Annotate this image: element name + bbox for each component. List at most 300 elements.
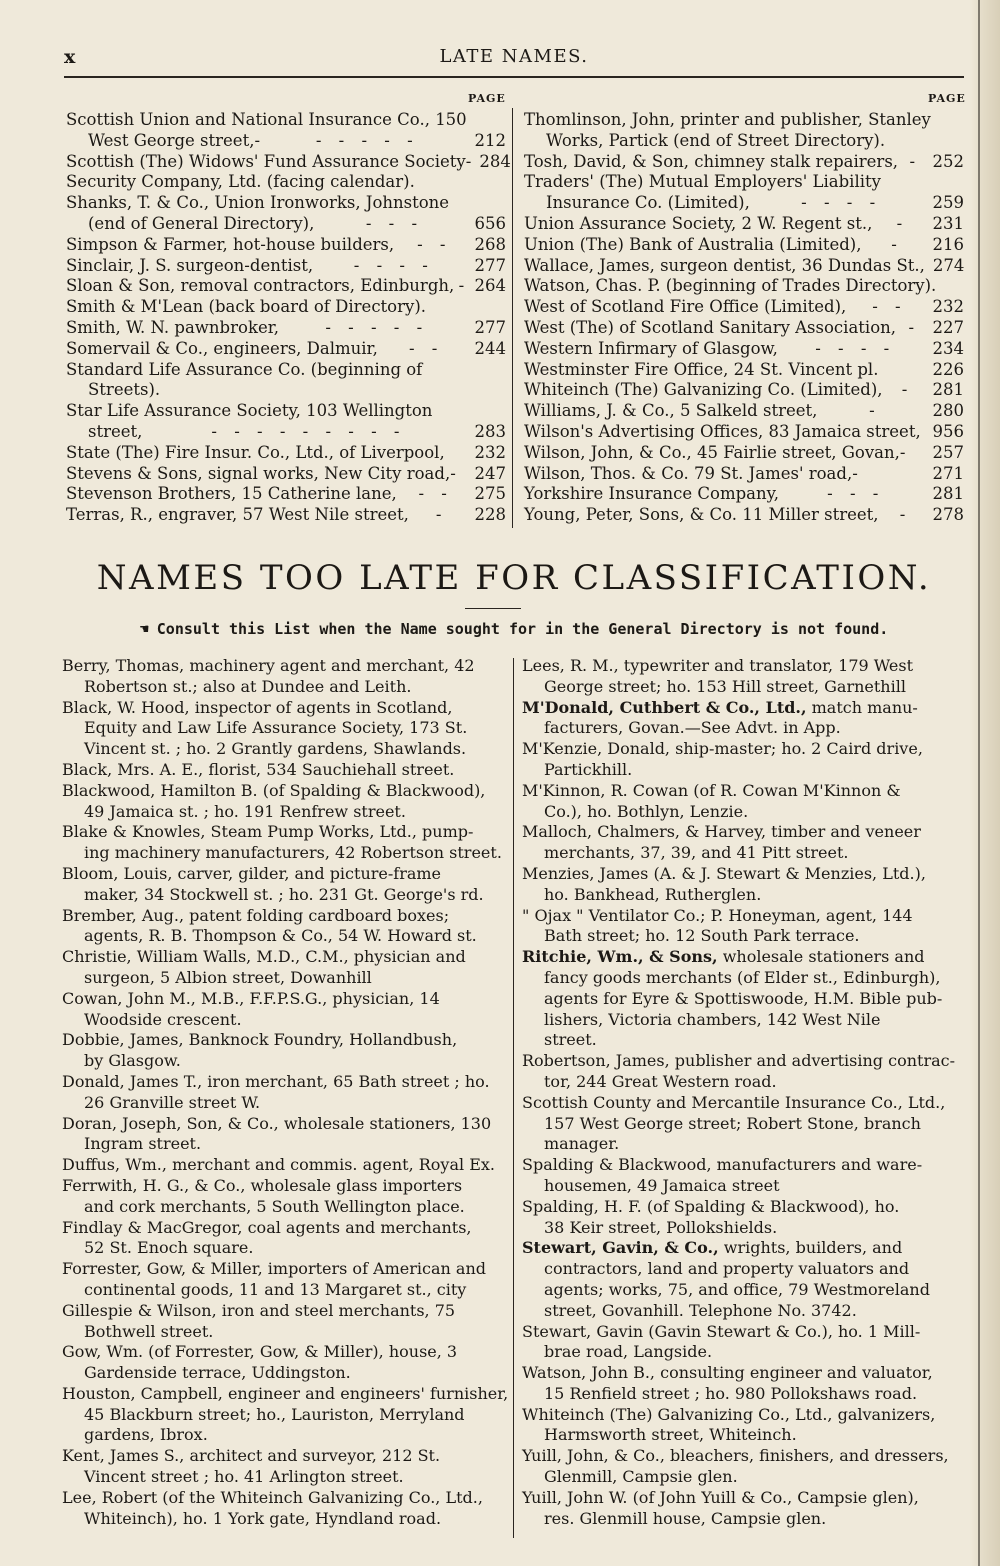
directory-entry [522,1197,964,1239]
index-entry [66,193,506,235]
page-reference: 956 [932,421,964,441]
entry-continuation: agents, R. B. Thompson & Co., 54 W. Howard st. [84,926,477,946]
entry-continuation: Streets). [88,380,161,400]
entry-text: M'Kinnon, R. Cowan (of R. Cowan M'Kinnon & [522,780,901,800]
leader-dots: - - - - [353,255,434,275]
entry-first-line [62,760,502,781]
directory-entry [522,864,964,906]
directory-entry [62,1114,502,1156]
entry-first-line [522,1405,964,1426]
entry-page-line [524,484,964,505]
entry-first-line [62,781,502,802]
entry-text: Scottish County and Mercantile Insurance Co., Ltd., [522,1092,946,1112]
entry-continuation: 38 Keir street, Pollokshields. [544,1217,778,1237]
entry-text: Blake & Knowles, Steam Pump Works, Ltd., pump- [62,822,474,842]
index-entry [66,276,506,297]
index-entry [524,318,964,339]
index-entry [524,484,964,505]
entry-continuation: gardens, Ibrox. [84,1425,208,1445]
entry-first-line [522,1155,964,1176]
directory-entry [522,1446,964,1488]
entry-continuation: res. Glenmill house, Campsie glen. [544,1508,827,1528]
entry-name: Tosh, David, & Son, chimney stalk repairers, [524,151,899,171]
page-column-label-right: PAGE [928,92,966,105]
entry-first-line [62,864,502,885]
entry-first-line [522,864,964,885]
entry-text: Kent, James S., architect and surveyor, 212 St. [62,1446,441,1466]
entry-first-line [522,1238,964,1259]
entry-continuation: 49 Jamaica st. ; ho. 191 Renfrew street. [84,801,406,821]
entry-text: Houston, Campbell, engineer and engineers' furnisher, [62,1383,509,1403]
page-reference: 252 [932,151,964,171]
entry-name: Smith, W. N. pawnbroker, [66,317,280,337]
entry-page-line [66,505,506,526]
entry-text: Watson, Chas. P. (beginning of Trades Directory). [524,276,937,296]
directory-entry [62,1218,502,1260]
directory-entry [522,656,964,698]
entry-name: Wilson, John, & Co., 45 Fairlie street, Govan,- [524,442,906,462]
directory-entry [62,781,502,823]
index-entry [66,505,506,526]
entry-text: Traders' (The) Mutual Employers' Liability [524,172,881,192]
leader-dots: - [899,505,912,525]
page-column-label-left: PAGE [468,92,506,105]
index-entry [66,484,506,505]
entry-firm-name: M'Donald, Cuthbert & Co., Ltd., [522,697,807,717]
entry-text: " Ojax " Ventilator Co.; P. Honeyman, agent, 144 [522,905,913,925]
leader-dots: - [458,276,471,296]
leader-dots: - - [872,297,907,317]
page-reference: 281 [932,484,964,504]
directory-entry [522,1051,964,1093]
entry-text: Lees, R. M., typewriter and translator, 179 West [522,656,914,675]
entry-text: Smith & M'Lean (back board of Directory). [66,297,427,317]
entry-continuation: Robertson st.; also at Dundee and Leith. [84,676,412,696]
entry-continuation: 45 Blackburn street; ho., Lauriston, Merryland [84,1404,465,1424]
entry-text: Lee, Robert (of the Whiteinch Galvanizing Co., Ltd., [62,1487,483,1507]
leader-dots [471,152,479,173]
index-entry [66,151,511,173]
index-entry [524,360,964,381]
leader-dots [905,443,932,464]
entry-name: street, [88,421,143,441]
entry-text: Christie, William Walls, M.D., C.M., physician and [62,947,466,967]
entry-name: Westminster Fire Office, 24 St. Vincent pl. [524,359,879,379]
entry-text: Spalding & Blackwood, manufacturers and ware- [522,1155,923,1175]
leader-dots [456,464,475,485]
entry-page-line [524,360,964,381]
entry-continuation: tor, 244 Great Western road. [544,1071,777,1091]
entry-continuation: contractors, land and property valuators and [544,1259,910,1279]
entry-page-line [524,422,964,443]
page-reference: 264 [474,276,506,296]
entry-continuation: Glenmill, Campsie glen. [544,1467,738,1487]
leader-dots: - [891,234,903,254]
entry-name: Union Assurance Society, 2 W. Regent st., [524,213,873,233]
entry-name: Stevens & Sons, signal works, New City road,- [66,463,456,483]
entry-name: Wallace, James, surgeon dentist, 36 Dundas St., [524,255,925,275]
leader-dots: - - [408,338,444,358]
entry-continuation: Partickhill. [544,759,633,779]
entry-continuation: Co.), ho. Bothlyn, Lenzie. [544,801,749,821]
index-entry [524,214,964,235]
entry-continuation: manager. [544,1134,620,1154]
page-reference: 275 [474,484,506,504]
directory-entry [522,947,964,1051]
entry-page-line [524,443,964,464]
column-divider-top [512,108,513,528]
late-names-right-column [524,110,964,526]
index-entry [524,505,964,526]
entry-text: Donald, James T., iron merchant, 65 Bath street ; ho. [62,1071,490,1091]
index-entry [66,339,506,360]
entry-continuation: facturers, Govan.—See Advt. in App. [544,718,841,738]
entry-first-line [62,906,502,927]
page-reference: 212 [474,130,506,150]
entry-first-line [62,656,502,677]
leader-dots: - - - - [801,193,882,213]
directory-entry [62,947,502,989]
index-entry [524,172,964,214]
entry-continuation: Ingram street. [84,1134,202,1154]
page-reference: 216 [932,234,964,254]
entry-name: Wilson, Thos. & Co. 79 St. James' road,- [524,463,858,483]
entry-name: Sinclair, J. S. surgeon-dentist, [66,255,314,275]
entry-first-line [62,1176,502,1197]
index-entry [524,152,964,173]
leader-dots [858,464,933,485]
entry-text: Cowan, John M., M.B., F.F.P.S.G., physician, 14 [62,988,440,1008]
entry-text: Robertson, James, publisher and advertising contrac- [522,1051,956,1071]
directory-entry [62,989,502,1031]
entry-first-line [62,1218,502,1239]
entry-text: Bloom, Louis, carver, gilder, and picture-frame [62,863,442,883]
entry-text: Shanks, T. & Co., Union Ironworks, Johnstone [66,193,450,213]
directory-entry [522,906,964,948]
entry-page-line [524,235,964,256]
index-entry [66,443,506,464]
index-entry [66,172,506,193]
entry-continuation: agents for Eyre & Spottiswoode, H.M. Bible pub- [544,988,943,1008]
entry-name: State (The) Fire Insur. Co., Ltd., of Liverpool, [66,442,445,462]
entry-text: Stewart, Gavin (Gavin Stewart & Co.), ho. 1 Mill- [522,1321,921,1341]
entry-continuation: Whiteinch), ho. 1 York gate, Hyndland road. [84,1508,442,1528]
entry-page-line [66,151,511,173]
entry-first-line [62,1114,502,1135]
entry-page-line [66,339,506,360]
leader-dots: - [869,401,881,421]
leader-dots [925,256,933,277]
page-reference: 283 [474,421,506,441]
entry-continuation: Bath street; ho. 12 South Park terrace. [544,926,860,946]
leader-dots [921,422,933,443]
page-reference: 277 [474,317,506,337]
directory-entry [522,1363,964,1405]
entry-text: Spalding, H. F. (of Spalding & Blackwood), ho. [522,1196,900,1216]
leader-dots: - [908,317,921,337]
leader-dots: - - - - [815,338,896,358]
page-reference: 259 [932,193,964,213]
page-reference: 274 [932,255,965,275]
entry-page-line [524,401,964,422]
entry-continuation: 157 West George street; Robert Stone, branch [544,1113,921,1133]
directory-entry [62,1301,502,1343]
entry-page-line [66,484,506,505]
entry-page-line [66,131,506,152]
directory-entry [522,1238,964,1321]
entry-first-line [62,1072,502,1093]
entry-name: West George street,- [88,130,261,150]
entry-page-line [66,276,506,297]
page-reference: 228 [474,505,506,525]
entry-name: Sloan & Son, removal contractors, Edinburgh, [66,276,455,296]
page-reference: 278 [932,505,964,525]
entry-continuation: ing machinery manufacturers, 42 Robertson street. [84,843,502,863]
entry-text: Yuill, John, & Co., bleachers, finishers, and dressers, [522,1446,949,1466]
entry-first-line [522,947,964,968]
directory-entry [62,906,502,948]
consult-note [64,620,964,638]
entry-continuation: Harmsworth street, Whiteinch. [544,1425,797,1445]
entry-first-line [62,698,502,719]
entry-first-line [522,656,964,677]
leader-dots: - [896,213,909,233]
page-reference: 234 [932,338,964,358]
entry-first-line [522,1322,964,1343]
entry-text: Doran, Joseph, Son, & Co., wholesale stationers, 130 [62,1113,492,1133]
section-title: NAMES TOO LATE FOR CLASSIFICATION. [96,558,932,598]
running-header [64,46,964,70]
entry-continuation: street, Govanhill. Telephone No. 3742. [544,1300,857,1320]
entry-continuation: by Glasgow. [84,1051,181,1071]
entry-name: (end of General Directory), [88,213,315,233]
entry-continuation: fancy goods merchants (of Elder st., Edinburgh), [544,967,941,987]
leader-dots: - - - [827,484,885,504]
entry-name: Yorkshire Insurance Company, [524,484,779,504]
directory-entry [522,698,964,740]
directory-entry [62,1176,502,1218]
page-gutter [970,0,1000,1566]
page-reference: 277 [474,255,506,275]
entry-name: Stevenson Brothers, 15 Catherine lane, [66,484,397,504]
entry-firm-name: Ritchie, Wm., & Sons, [522,947,718,967]
entry-first-line [522,1197,964,1218]
entry-text: Yuill, John W. (of John Yuill & Co., Campsie glen), [522,1487,919,1507]
index-entry [524,422,964,443]
entry-name: Terras, R., engraver, 57 West Nile street, [66,505,409,525]
entry-continuation: Vincent st. ; ho. 2 Grantly gardens, Shawlands. [84,739,467,759]
entry-first-line [62,1383,509,1405]
entry-name: Wilson's Advertising Offices, 83 Jamaica street, [524,421,921,441]
directory-entry [62,698,502,760]
index-entry [524,276,964,297]
entry-text: Gow, Wm. (of Forrester, Gow, & Miller), house, 3 [62,1342,458,1362]
entry-page-line [66,443,506,464]
column-divider-bottom [513,658,514,1538]
entry-text: Scottish Union and National Insurance Co., 150 [66,110,467,129]
header-rule [64,76,964,78]
entry-page-line [524,214,964,235]
page-reference: 227 [932,317,964,337]
entry-name: Insurance Co. (Limited), [546,193,750,213]
entry-page-line [66,464,506,485]
entry-page-line [524,380,964,401]
entry-page-line [66,214,506,235]
directory-entry [522,822,964,864]
index-entry [524,401,964,422]
index-entry [524,256,964,277]
entry-first-line [62,1446,502,1467]
page-reference: 281 [932,380,964,400]
entry-name: Young, Peter, Sons, & Co. 11 Miller street, [524,505,879,525]
entry-text: match manu- [806,697,918,717]
entry-first-line [522,781,964,802]
directory-entry [62,1030,502,1072]
entry-name: Somervail & Co., engineers, Dalmuir, [66,338,378,358]
leader-dots: - - [417,234,452,254]
leader-dots [445,443,475,464]
entry-name: Whiteinch (The) Galvanizing Co. (Limited), [524,380,883,400]
entry-page-line [524,464,964,485]
directory-entry [62,1072,502,1114]
entry-continuation: housemen, 49 Jamaica street [544,1175,780,1195]
folio-number: x [64,46,76,68]
entry-text: Forrester, Gow, & Miller, importers of American and [62,1259,487,1279]
entry-continuation: continental goods, 11 and 13 Margaret st., city [84,1279,467,1299]
late-names-left-column [66,110,511,526]
entry-first-line [62,1488,502,1509]
entry-continuation: merchants, 37, 39, and 41 Pitt street. [544,843,849,863]
entry-page-line [66,318,506,339]
directory-entry [522,1488,964,1530]
page-reference: 280 [932,401,964,421]
entry-text: Thomlinson, John, printer and publisher, Stanley [524,110,931,129]
entry-name: Simpson & Farmer, hot-house builders, [66,234,395,254]
page-reference: 284 [479,151,511,171]
index-entry [66,256,506,277]
entry-continuation: Equity and Law Life Assurance Society, 173 St. [84,718,468,738]
entry-first-line [62,1259,502,1280]
entry-first-line [62,1342,502,1363]
entry-first-line [522,906,964,927]
entry-continuation: Bothwell street. [84,1321,214,1341]
entry-continuation: Works, Partick (end of Street Directory). [546,130,886,150]
entry-text: Brember, Aug., patent folding cardboard boxes; [62,905,450,925]
entry-first-line [522,1093,964,1114]
index-entry [66,401,506,443]
index-entry [66,318,506,339]
entry-continuation: agents; works, 75, and office, 79 Westmoreland [544,1279,930,1299]
index-entry [524,464,964,485]
directory-entry [62,1259,502,1301]
directory-entry [62,864,502,906]
entry-first-line [522,1051,964,1072]
index-entry [524,380,964,401]
directory-entry [62,1446,502,1488]
entry-continuation: and cork merchants, 5 South Wellington place. [84,1196,465,1216]
entry-page-line [524,339,964,360]
entry-text: Findlay & MacGregor, coal agents and merchants, [62,1217,472,1237]
entry-name: Williams, J. & Co., 5 Salkeld street, [524,401,818,421]
entry-first-line [62,989,502,1010]
entry-name: Scottish (The) Widows' Fund Assurance Society- [66,151,472,171]
running-title: LATE NAMES. [439,46,589,67]
index-entry [524,443,964,464]
page-reference: 247 [474,463,506,483]
unclassified-right-column [522,656,964,1529]
entry-text: Star Life Assurance Society, 103 Wellington [66,401,433,421]
entry-continuation: 15 Renfield street ; ho. 980 Pollokshaws road. [544,1383,918,1403]
directory-entry [522,781,964,823]
index-entry [524,339,964,360]
entry-first-line [522,1363,964,1384]
entry-first-line [522,1446,964,1467]
leader-dots: - - - - - [315,130,419,150]
entry-text: Security Company, Ltd. (facing calendar). [66,172,415,192]
leader-dots: - - - [365,213,424,233]
entry-continuation: 26 Granville street W. [84,1092,261,1112]
entry-page-line [524,256,964,277]
entry-page-line [524,152,964,173]
entry-text: M'Kenzie, Donald, ship-master; ho. 2 Caird drive, [522,739,923,759]
entry-first-line [62,1155,502,1176]
directory-entry [62,822,502,864]
entry-name: Western Infirmary of Glasgow, [524,338,778,358]
directory-entry [62,1155,502,1176]
index-entry [66,360,506,402]
entry-page-line [524,193,964,214]
page-reference: 231 [932,213,964,233]
index-entry [524,297,964,318]
leader-dots [878,360,932,381]
index-entry [524,110,964,152]
page-reference: 656 [474,213,506,233]
entry-text: Gillespie & Wilson, iron and steel merchants, 75 [62,1300,456,1320]
index-entry [66,464,506,485]
entry-continuation: George street; ho. 153 Hill street, Garnethill [544,676,906,696]
entry-first-line [522,698,964,719]
directory-entry [62,1342,502,1384]
entry-first-line [62,1030,502,1051]
index-entry [66,297,506,318]
entry-text: Whiteinch (The) Galvanizing Co., Ltd., galvanizers, [522,1404,936,1424]
page-reference: 232 [474,442,506,462]
index-entry [524,235,964,256]
entry-continuation: Woodside crescent. [84,1009,242,1029]
entry-continuation: ho. Bankhead, Rutherglen. [544,884,762,904]
entry-first-line [62,1301,502,1322]
index-entry [66,110,506,152]
entry-continuation: Vincent street ; ho. 41 Arlington street. [84,1467,404,1487]
page-reference: 268 [474,234,506,254]
page-reference: 232 [932,297,964,317]
entry-page-line [524,505,964,526]
entry-continuation: maker, 34 Stockwell st. ; ho. 231 Gt. George's rd. [84,884,484,904]
entry-text: Black, Mrs. A. E., florist, 534 Sauchiehall street. [62,759,455,779]
entry-page-line [524,318,964,339]
leader-dots: - [435,505,448,525]
unclassified-left-column [62,656,509,1529]
entry-text: wholesale stationers and [717,947,925,967]
directory-entry [62,1383,509,1446]
directory-entry [522,1155,964,1197]
entry-first-line [522,739,964,760]
entry-text: Malloch, Chalmers, & Harvey, timber and veneer [522,822,921,842]
leader-dots: - - - - - [325,317,429,337]
entry-first-line [62,947,502,968]
entry-page-line [66,422,506,443]
entry-page-line [524,297,964,318]
